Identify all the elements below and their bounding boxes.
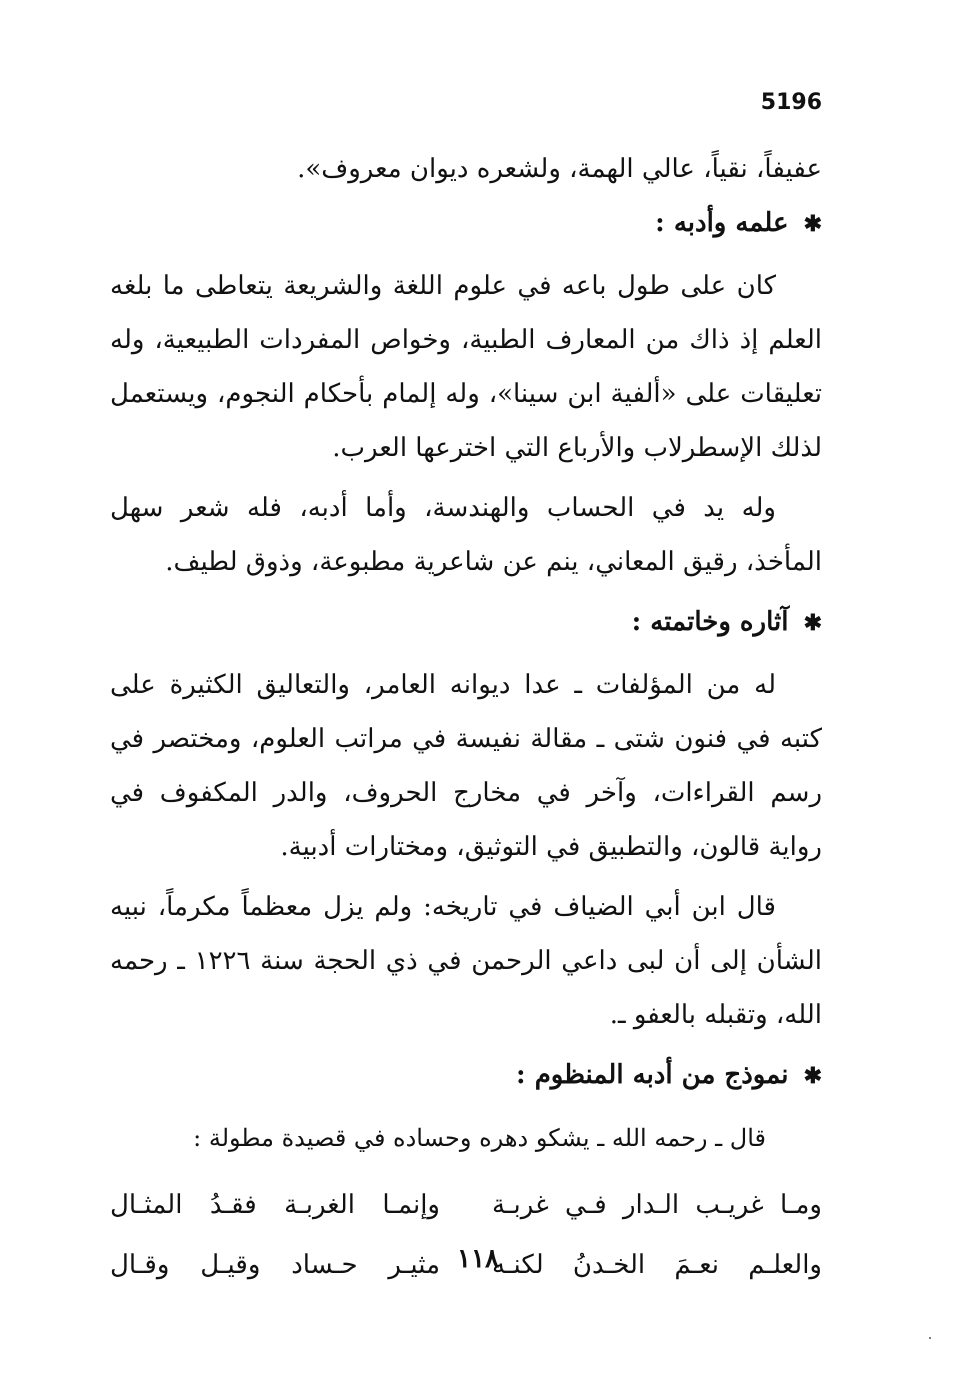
asterisk-bullet-icon: ✱ [803, 1063, 822, 1089]
poem-intro: قال ـ رحمه الله ـ يشكو دهره وحساده في قصيدة مطولة : [193, 1124, 766, 1152]
asterisk-bullet-icon: ✱ [803, 211, 822, 237]
continuation-line: عفيفاً، نقياً، عالي الهمة، ولشعره ديوان معروف». [297, 154, 822, 184]
section-heading-label: آثاره وخاتمته : [631, 607, 789, 637]
poem-verse [110, 1175, 822, 1235]
paragraph-death: قال ابن أبي الضياف في تاريخه: ولم يزل معظماً مكرماً، نبيه الشأن إلى أن لبى داعي الرحمن في ذي الحجة سنة ١٢٢٦ ـ رحمه الله، وتقبله بالعفو ـ. [110, 892, 823, 1030]
reference-number: 5196 [760, 90, 822, 115]
section-heading-label: علمه وأدبه : [655, 208, 789, 238]
verse-first-hemistich: والعلـم نعـمَ الخـدنُ لكنـه [492, 1250, 822, 1280]
paragraph-knowledge: كان على طول باعه في علوم اللغة والشريعة يتعاطى ما بلغه العلم إذ ذاك من المعارف الطبية، وخواص المفردات الطبيعية، وله تعليقات على «ألفية ابن سينا»، وله إلمام بأحكام النجوم، ويستعمل لذلك الإسطرلاب والأرباع التي اخترعها العرب. [110, 271, 822, 463]
verse-first-hemistich: ومـا غريـب الـدار فـي غربـة [492, 1190, 822, 1220]
page-number: ١١٨ [457, 1244, 499, 1274]
verse-second-hemistich: مثيـر حـساد وقيـل وقـال [110, 1250, 440, 1280]
paragraph-works: له من المؤلفات ـ عدا ديوانه العامر، والتعاليق الكثيرة على كتبه في فنون شتى ـ مقالة نفيسة في مراتب العلوم، ومختصر في رسم القراءات، وآخر في مخارج الحروف، والدر المكفوف في رواية قالون، والتطبيق في التوثيق، ومختارات أدبية. [110, 670, 822, 862]
section-heading-poetry [110, 1048, 822, 1103]
section-heading-knowledge [110, 196, 822, 251]
asterisk-bullet-icon: ✱ [803, 610, 822, 636]
scan-speck [929, 1337, 931, 1339]
section-heading-label: نموذج من أدبه المنظوم : [516, 1060, 789, 1090]
paragraph-arithmetic: وله يد في الحساب والهندسة، وأما أدبه، فله شعر سهل المأخذ، رقيق المعاني، ينم عن شاعرية مطبوعة، وذوق لطيف. [110, 493, 822, 577]
page-body [110, 142, 822, 1295]
section-heading-works [110, 595, 822, 650]
verse-second-hemistich: وإنمـا الغربـة فقـدُ المثـال [110, 1190, 440, 1220]
